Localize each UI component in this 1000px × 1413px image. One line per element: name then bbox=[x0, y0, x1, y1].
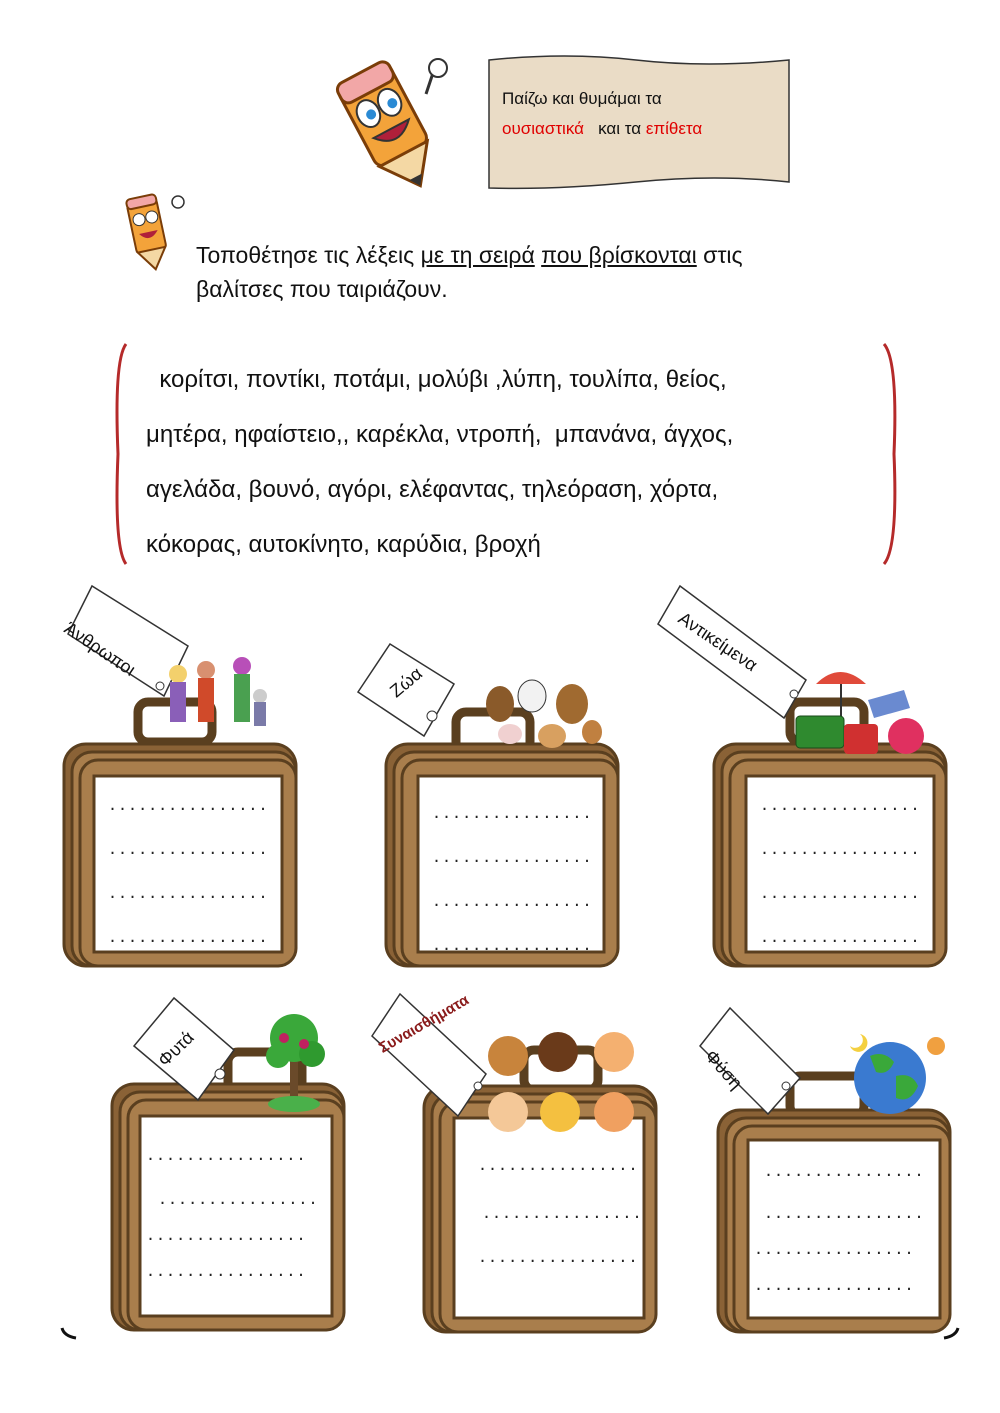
globe-clipart bbox=[850, 1034, 945, 1114]
word-line-1: κορίτσι, ποντίκι, ποτάμι, μολύβι ,λύπη, τουλίπα, θείος, bbox=[146, 366, 727, 393]
tag-label-nature: Φύση bbox=[701, 1046, 747, 1094]
title-banner bbox=[486, 54, 792, 192]
tag-label-emotions: Συναισθήματα bbox=[376, 991, 472, 1057]
banner-line-1: Παίζω και θυμάμαι τα bbox=[502, 89, 662, 108]
word-line-4: κόκορας, αυτοκίνητο, καρύδια, βροχή bbox=[146, 531, 541, 558]
answer-line[interactable]: ................ bbox=[760, 928, 921, 946]
instruction-part-2: στις bbox=[703, 242, 743, 268]
answer-line[interactable]: ................ bbox=[146, 1146, 307, 1164]
suitcase-animals bbox=[382, 640, 622, 974]
tag-label-animals: Ζώα bbox=[386, 663, 427, 702]
people-clipart bbox=[169, 657, 267, 726]
bottom-corner-mark-right bbox=[940, 1326, 960, 1340]
answer-line[interactable]: ................ bbox=[146, 1262, 307, 1280]
word-line-3: αγελάδα, βουνό, αγόρι, ελέφαντας, τηλεόραση, χόρτα, bbox=[146, 476, 719, 503]
suitcase-emotions bbox=[370, 990, 660, 1340]
tag-label-plants: Φυτά bbox=[154, 1027, 198, 1071]
answer-line[interactable]: ................ bbox=[432, 892, 593, 910]
answer-line[interactable]: ................ bbox=[760, 840, 921, 858]
bottom-corner-mark-left bbox=[60, 1326, 80, 1340]
left-bracket bbox=[117, 344, 126, 564]
banner-nouns: ουσιαστικά bbox=[502, 119, 584, 138]
answer-line[interactable]: ................ bbox=[764, 1162, 925, 1180]
answer-line[interactable]: ................ bbox=[760, 796, 921, 814]
instruction-underlined-1: με τη σειρά bbox=[420, 242, 535, 268]
instruction-text bbox=[196, 238, 896, 306]
emotion-faces-clipart bbox=[488, 1032, 634, 1132]
suitcase-plants bbox=[108, 996, 348, 1338]
banner-line-2 bbox=[502, 114, 702, 144]
banner-middle: και τα bbox=[598, 119, 642, 138]
answer-line[interactable]: ................ bbox=[754, 1240, 915, 1258]
answer-line[interactable]: ................ bbox=[478, 1156, 639, 1174]
answer-line[interactable]: ................ bbox=[432, 848, 593, 866]
pencil-mascot-small bbox=[118, 188, 188, 272]
suitcase-people bbox=[60, 584, 300, 974]
suitcase-nature bbox=[690, 1006, 960, 1340]
answer-line[interactable]: ................ bbox=[764, 1204, 925, 1222]
word-list-box bbox=[112, 340, 902, 568]
pencil-mascot-large bbox=[322, 46, 462, 196]
answer-line[interactable]: ................ bbox=[108, 796, 269, 814]
answer-line[interactable]: ................ bbox=[108, 840, 269, 858]
answer-line[interactable]: ................ bbox=[432, 804, 593, 822]
instruction-part-1: Τοποθέτησε τις λέξεις bbox=[196, 242, 415, 268]
instruction-underlined-2: που βρίσκονται bbox=[541, 242, 697, 268]
tag-label-objects: Αντικείμενα bbox=[674, 608, 762, 676]
animals-clipart bbox=[486, 680, 602, 748]
answer-line[interactable]: ................ bbox=[432, 936, 593, 954]
answer-line[interactable]: ................ bbox=[754, 1276, 915, 1294]
answer-line[interactable]: ................ bbox=[478, 1248, 639, 1266]
answer-line[interactable]: ................ bbox=[158, 1190, 319, 1208]
tag-label-people: Άνθρωποι bbox=[60, 618, 140, 680]
answer-line[interactable]: ................ bbox=[482, 1204, 643, 1222]
word-line-2: μητέρα, ηφαίστειο,, καρέκλα, ντροπή, μπανάνα, άγχος, bbox=[146, 421, 734, 448]
answer-line[interactable]: ................ bbox=[146, 1226, 307, 1244]
suitcase-objects bbox=[656, 584, 956, 974]
instruction-line-1 bbox=[196, 238, 896, 272]
answer-line[interactable]: ................ bbox=[108, 928, 269, 946]
instruction-line-2: βαλίτσες που ταιριάζουν. bbox=[196, 276, 448, 302]
banner-adjectives: επίθετα bbox=[645, 119, 703, 138]
answer-line[interactable]: ................ bbox=[760, 884, 921, 902]
answer-line[interactable]: ................ bbox=[108, 884, 269, 902]
